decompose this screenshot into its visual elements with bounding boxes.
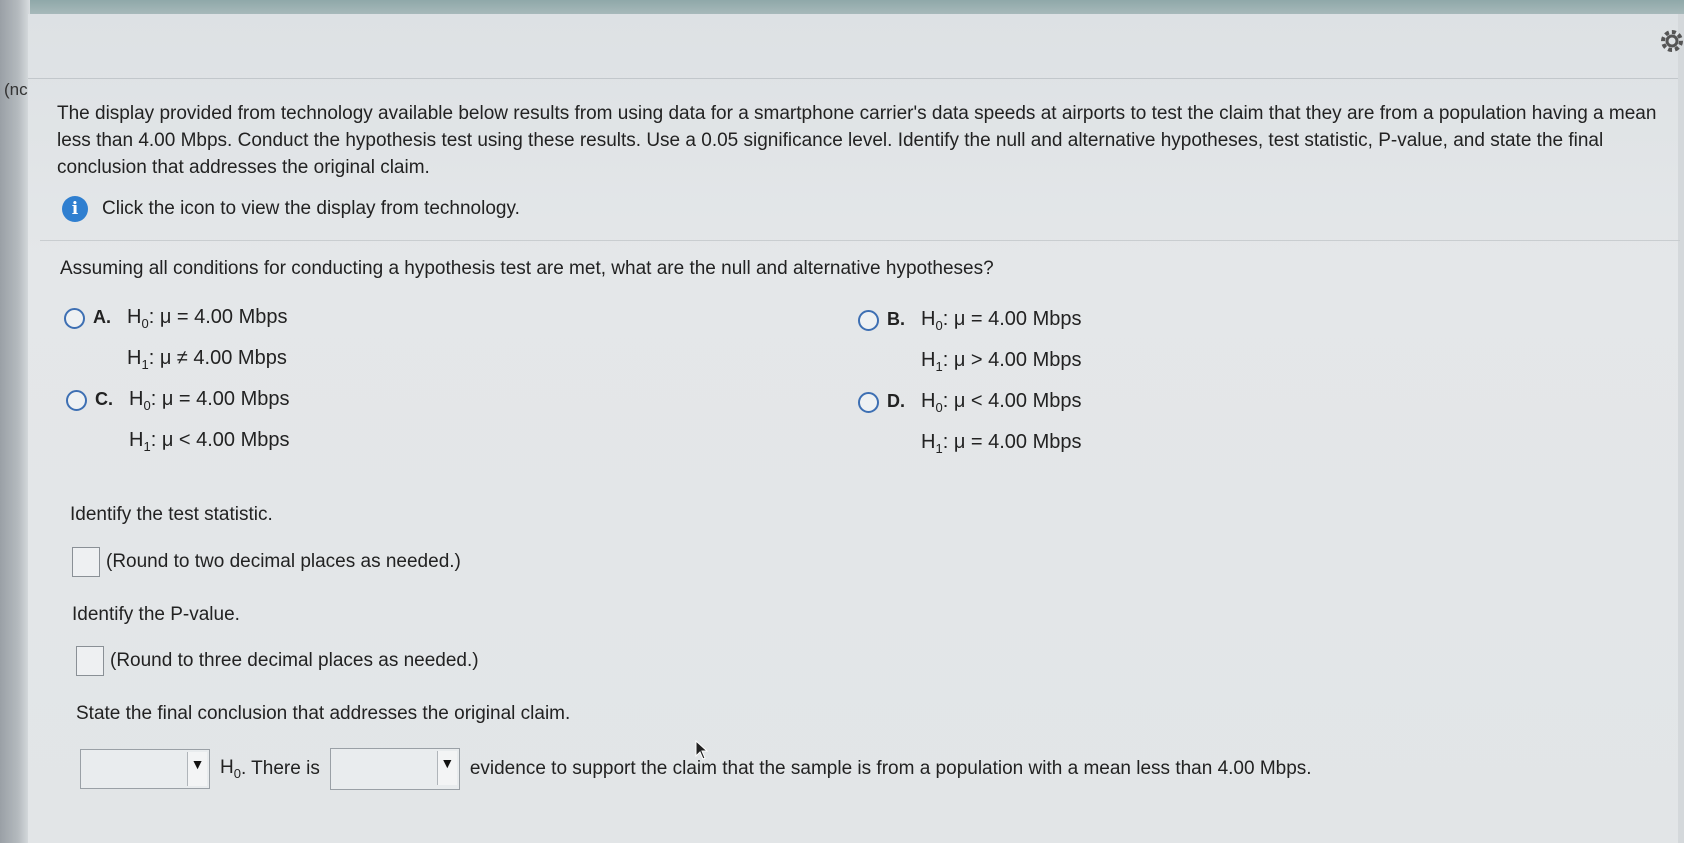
header-divider (28, 78, 1678, 79)
option-d[interactable] (858, 390, 1082, 466)
dropdown-arrow-icon: ▼ (187, 752, 207, 786)
option-c-hypotheses: $H_0$: μ = 4.00 Mbps $H_1$: μ < 4.00 Mbps (129, 388, 290, 454)
test-statistic-row (72, 547, 461, 577)
conclusion-label: State the final conclusion that addresses the original claim. (76, 703, 571, 724)
p-value-hint: (Round to three decimal places as needed.) (110, 650, 479, 671)
test-statistic-input[interactable] (72, 547, 100, 577)
section-divider (40, 240, 1680, 241)
reject-decision-dropdown[interactable] (80, 749, 210, 789)
option-b[interactable] (858, 308, 1082, 384)
option-d-hypotheses: $H_0$: μ < 4.00 Mbps $H_1$: μ = 4.00 Mbps (921, 390, 1082, 456)
dropdown-arrow-icon: ▼ (437, 751, 457, 785)
radio-option-c[interactable] (66, 390, 87, 411)
option-c-h0: μ = 4.00 Mbps (161, 388, 290, 410)
test-statistic-label: Identify the test statistic. (70, 504, 273, 525)
test-statistic-hint: (Round to two decimal places as needed.) (106, 551, 461, 572)
option-a-hypotheses: $H_0$: μ = 4.00 Mbps $H_1$: μ ≠ 4.00 Mbps (127, 306, 288, 372)
option-c-h1: μ < 4.00 Mbps (161, 429, 290, 451)
option-b-letter: B. (887, 309, 905, 329)
mouse-cursor-icon (694, 740, 710, 762)
option-b-h1: μ > 4.00 Mbps (953, 349, 1082, 371)
p-value-row (76, 646, 479, 676)
option-b-hypotheses: $H_0$: μ = 4.00 Mbps $H_1$: μ > 4.00 Mbps (921, 308, 1082, 374)
option-a-letter: A. (93, 307, 111, 327)
hypotheses-question: Assuming all conditions for conducting a hypothesis test are met, what are the null and alternative hypotheses? (60, 258, 994, 279)
radio-option-b[interactable] (858, 310, 879, 331)
gear-icon[interactable] (1656, 26, 1684, 56)
conclusion-tail-text: evidence to support the claim that the sample is from a population with a mean less than 4.00 Mbps. (469, 758, 1312, 779)
radio-option-a[interactable] (64, 308, 85, 329)
h0-symbol: $H_0$ (220, 757, 241, 781)
radio-option-d[interactable] (858, 392, 879, 413)
top-bar (30, 0, 1684, 14)
info-icon[interactable]: i (62, 196, 88, 222)
corner-label: (nc (4, 80, 28, 99)
option-c-letter: C. (95, 389, 113, 409)
option-a[interactable] (64, 306, 288, 382)
option-a-h1: μ ≠ 4.00 Mbps (159, 347, 287, 369)
option-c[interactable] (66, 388, 290, 464)
info-link-text[interactable]: Click the icon to view the display from technology. (102, 198, 520, 219)
option-d-h0: μ < 4.00 Mbps (953, 390, 1082, 412)
p-value-label: Identify the P-value. (72, 604, 240, 625)
option-b-h0: μ = 4.00 Mbps (953, 308, 1082, 330)
info-link-row[interactable] (62, 196, 520, 222)
conclusion-h0-text: . There is (240, 758, 320, 779)
problem-statement: The display provided from technology available below results from using data for a smartphone carrier's data speeds at airports to test the claim that they are from a population having a mean less than 4.00 Mbps. Conduct the hypothesis test using these results. Use a 0.05 significance level. Identify the null and alternative hypotheses, test statistic, P-value, and state the final conclusion that addresses the original claim. (57, 103, 1657, 178)
option-a-h0: μ = 4.00 Mbps (159, 306, 288, 328)
p-value-input[interactable] (76, 646, 104, 676)
evidence-dropdown[interactable] (330, 748, 460, 790)
option-d-letter: D. (887, 391, 905, 411)
option-d-h1: μ = 4.00 Mbps (953, 431, 1082, 453)
